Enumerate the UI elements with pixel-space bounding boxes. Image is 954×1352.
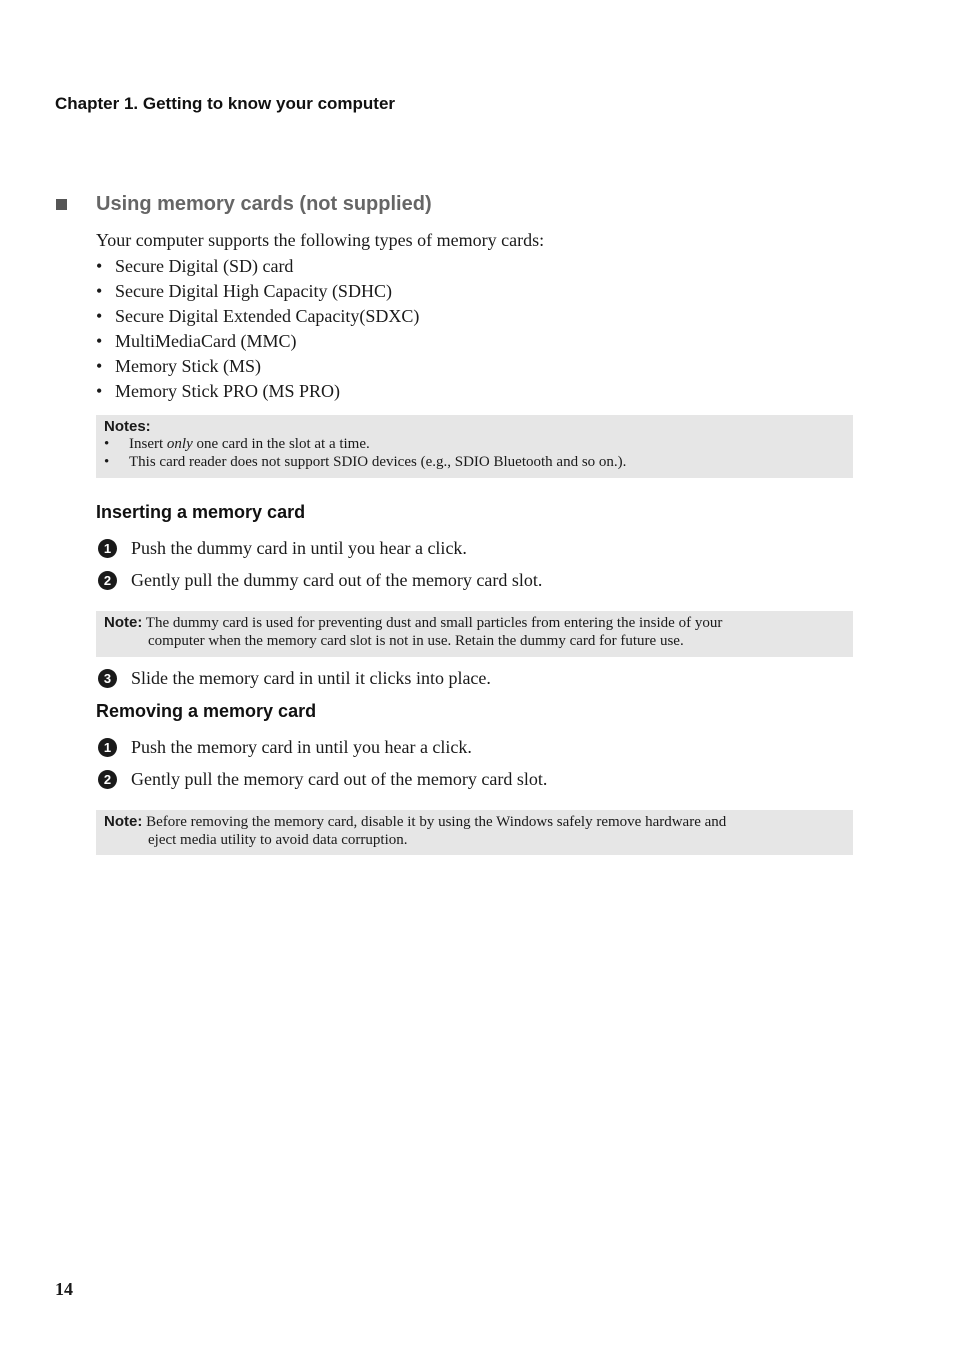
step-number-icon: 1: [98, 738, 117, 757]
step-text: Gently pull the memory card out of the memory card slot.: [131, 769, 548, 789]
insert-note-box: [96, 611, 853, 657]
list-item: [96, 305, 419, 330]
list-item-text: MultiMediaCard (MMC): [115, 331, 297, 351]
note-emphasis: only: [166, 436, 193, 452]
note-item: [104, 453, 845, 471]
step-number-icon: 2: [98, 770, 117, 789]
bullet-icon: •: [96, 256, 103, 276]
notes-heading: Notes:: [104, 418, 151, 435]
list-item: [96, 280, 419, 305]
bullet-icon: •: [96, 381, 103, 401]
step-number-icon: 2: [98, 571, 117, 590]
section-bullet-icon: [56, 199, 67, 210]
list-item-text: Memory Stick (MS): [115, 356, 261, 376]
list-item-text: Secure Digital (SD) card: [115, 256, 294, 276]
remove-step-1: [98, 737, 472, 758]
note-text: one card in the slot at a time.: [192, 436, 370, 452]
note-label: Note:: [104, 614, 143, 631]
step-text: Gently pull the dummy card out of the memory card slot.: [131, 570, 543, 590]
bullet-icon: •: [96, 306, 103, 326]
note-text: This card reader does not support SDIO devices (e.g., SDIO Bluetooth and so on.).: [129, 454, 627, 470]
note-text: computer when the memory card slot is not in use. Retain the dummy card for future use.: [148, 633, 684, 649]
note-text: Insert: [129, 436, 167, 452]
notes-box: [96, 415, 853, 478]
list-item-text: Memory Stick PRO (MS PRO): [115, 381, 341, 401]
note-text: Before removing the memory card, disable it by using the Windows safely remove hardware and: [142, 814, 727, 830]
list-item: [96, 330, 419, 355]
insert-step-2: [98, 570, 542, 591]
bullet-icon: •: [96, 331, 103, 351]
step-text: Push the dummy card in until you hear a click.: [131, 538, 467, 558]
note-label: Note:: [104, 813, 143, 830]
step-text: Push the memory card in until you hear a click.: [131, 737, 472, 757]
remove-note-box: [96, 810, 853, 855]
page-number: 14: [55, 1279, 73, 1299]
list-item: [96, 380, 419, 405]
step-text: Slide the memory card in until it clicks into place.: [131, 668, 491, 688]
list-item-text: Secure Digital Extended Capacity(SDXC): [115, 306, 420, 326]
inserting-heading: Inserting a memory card: [96, 502, 306, 522]
insert-step-1: [98, 538, 467, 559]
note-text: The dummy card is used for preventing dust and small particles from entering the inside of your: [142, 615, 723, 631]
chapter-header: Chapter 1. Getting to know your computer: [55, 94, 396, 113]
step-number-icon: 1: [98, 539, 117, 558]
insert-step-3: [98, 668, 491, 689]
bullet-icon: •: [104, 454, 110, 470]
list-item: [96, 355, 419, 380]
intro-text: Your computer supports the following types of memory cards:: [96, 230, 545, 250]
list-item: [96, 255, 419, 280]
remove-step-2: [98, 769, 547, 790]
section-title: Using memory cards (not supplied): [96, 193, 432, 215]
bullet-icon: •: [96, 281, 103, 301]
card-types-list: [96, 255, 419, 405]
note-item: [104, 435, 845, 453]
list-item-text: Secure Digital High Capacity (SDHC): [115, 281, 392, 301]
note-text: eject media utility to avoid data corruption.: [148, 832, 408, 848]
step-number-icon: 3: [98, 669, 117, 688]
bullet-icon: •: [104, 436, 110, 452]
removing-heading: Removing a memory card: [96, 701, 317, 721]
bullet-icon: •: [96, 356, 103, 376]
